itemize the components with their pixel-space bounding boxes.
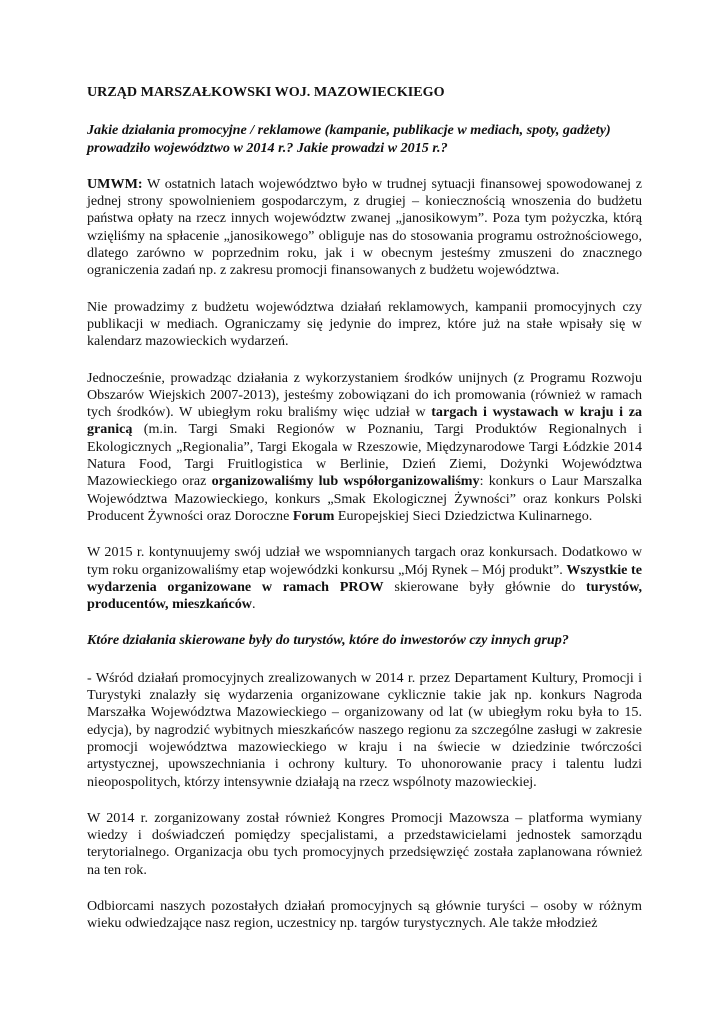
- paragraph-no-campaigns: Nie prowadzimy z budżetu województwa działań reklamowych, kampanii promocyjnych czy publikacji w mediach. Ograniczamy się jedynie do imprez, które już na stałe wpisały się w kalendarz mazowieckich wydarzeń.: [87, 298, 642, 350]
- paragraph-2015: [87, 544, 642, 613]
- question-1: Jakie działania promocyjne / reklamowe (kampanie, publikacje w mediach, spoty, gadżety) prowadziło województwo w 2014 r.? Jakie prowadzi w 2015 r.?: [87, 122, 611, 156]
- paragraph-eu-funds-bold-2: organizowaliśmy lub współorganizowaliśmy: [211, 473, 480, 490]
- paragraph-eu-funds-bold-1: targach i wystawach w kraju i za granicą: [87, 404, 643, 438]
- paragraph-congress: W 2014 r. zorganizowany został również Kongres Promocji Mazowsza – platforma wymiany wiedzy i doświadczeń pomiędzy specjalistami, a przedstawicielami jednostek samorządu terytorialnego. Organizacja obu tych promocyjnych przedsięwzięć została zaplanowana również na ten rok.: [87, 809, 642, 878]
- paragraph-eu-funds-text-4: Europejskiej Sieci Dziedzictwa Kulinarnego.: [334, 507, 593, 524]
- document-heading: URZĄD MARSZAŁKOWSKI WOJ. MAZOWIECKIEGO: [87, 84, 445, 100]
- paragraph-2015-text-3: .: [251, 596, 256, 613]
- paragraph-2015-bold-1: Wszystkie te wydarzenia organizowane w ramach PROW: [87, 561, 642, 595]
- paragraph-eu-funds-bold-3: Forum: [292, 507, 335, 524]
- paragraph-eu-funds-text-3: : konkurs o Laur Marszalka Województwa Mazowieckiego, konkurs „Smak Ekologicznej Żywności” oraz konkurs Polski Producent Żywności oraz Doroczne: [87, 473, 642, 524]
- paragraph-2015-bold-2: turystów, producentów, mieszkańców: [87, 578, 643, 613]
- question-2: Które działania skierowane były do turystów, które do inwestorów czy innych grup?: [87, 632, 569, 649]
- speaker-label: UMWM:: [87, 175, 143, 192]
- paragraph-audiences: Odbiorcami naszych pozostałych działań promocyjnych są głównie turyści – osoby w różnym wieku odwiedzające nasz region, uczestnicy np. targów turystycznych. Ale także młodzież: [87, 897, 642, 932]
- document-page: [87, 84, 642, 950]
- paragraph-eu-funds: [87, 370, 642, 526]
- paragraph-eu-funds-text-1: Jednocześnie, prowadząc działania z wykorzystaniem środków unijnych (z Programu Rozwoju Obszarów Wiejskich 2007-2013), jesteśmy zobowiązani do ich promowania (również w ramach tych środków). W ubiegłym roku braliśmy więc udział w: [87, 369, 642, 421]
- paragraph-culture-department: - Wśród działań promocyjnych zrealizowanych w 2014 r. przez Departament Kultury, Promocji i Turystyki znalazły się wydarzenia organizowane cyklicznie takie jak np. konkurs Nagroda Marszałka Województwa Mazowieckiego – organizowany od lat (w ubiegłym roku była to 15. edycja), by nagrodzić wybitnych mieszkańców naszego regionu za szczególne zasługi w zakresie promocji województwa mazowieckiego w kraju i na świecie w dziedzinie twórczości artystycznej, upowszechniania i ochrony kultury. To uhonorowanie pracy i talentu ludzi nieopospolitych, którzy intensywnie działają na rzecz wspólnoty mazowieckiej.: [87, 669, 642, 790]
- paragraph-2015-text-1: W 2015 r. kontynuujemy swój udział we wspomnianych targach oraz konkursach. Dodatkowo w tym roku organizowaliśmy etap wojewódzki konkursu „Mój Rynek – Mój produkt”.: [87, 544, 642, 578]
- paragraph-2015-text-2: skierowane były głównie do: [383, 578, 587, 595]
- paragraph-eu-funds-text-2: (m.in. Targi Smaki Regionów w Poznaniu, Targi Produktów Regionalnych i Ekologicznych „Regionalia”, Targi Ekogala w Rzeszowie, Międzynarodowe Targi Łódzkie 2014 Natura Food, Targi Fruitlogistica w Berlinie, Dzień Ziemi, Dożynki Województwa Mazowieckiego oraz: [87, 421, 642, 490]
- paragraph-umwm-text: W ostatnich latach województwo było w trudnej sytuacji finansowej spowodowanej z jednej strony spowolnieniem gospodarczym, z drugiej – koniecznością wnoszenia do budżetu państwa opłaty na rzecz innych województw zwanej „janosikowym”. Poza tym pożyczka, którą wzięliśmy na spłacenie „janosikowego” obliguje nas do stosowania programu ostrożnościowego, dlatego zarówno w poprzednim roku, jak i w obecnym jesteśmy zmuszeni do znacznego ograniczenia zadań np. z zakresu promocji finansowanych z budżetu województwa.: [87, 175, 642, 279]
- paragraph-umwm: [87, 176, 642, 280]
